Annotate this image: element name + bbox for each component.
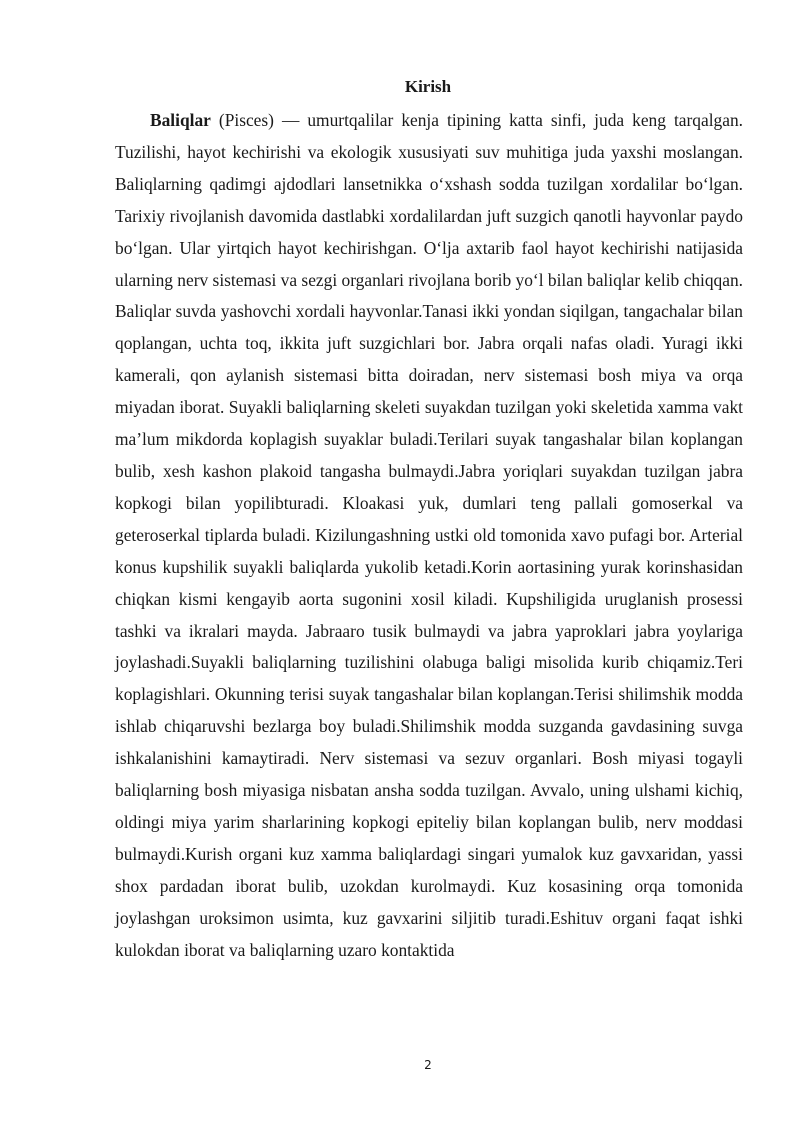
page-number: 2 <box>424 1058 432 1072</box>
lead-term: Baliqlar <box>150 110 211 130</box>
paragraph-text: (Pisces) — umurtqalilar kenja tipining katta sinfi, juda keng tarqalgan. Tuzilishi, hayot kechirishi va ekologik xususiyati suv muhitiga juda yaxshi moslangan. Baliqlarning qadimgi ajdodlari lansetnikka oʻxshash sodda tuzilgan xordalilar boʻlgan. Tarixiy rivojlanish davomida dastlabki xordalilardan juft suzgich qanotli hayvonlar paydo boʻlgan. Ular yirtqich hayot kechirishgan. Oʻlja axtarib faol hayot kechirishi natijasida ularning nerv sistemasi va sezgi organlari rivojlana borib yoʻl bilan baliqlar kelib chiqqan. Baliqlar suvda yashovchi xordali hayvonlar.Tanasi ikki yondan siqilgan, tangachalar bilan qoplangan, uchta toq, ikkita juft suzgichlari bor. Jabra orqali nafas oladi. Yuragi ikki kamerali, qon aylanish sistemasi bitta doiradan, nerv sistemasi bosh miya va orqa miyadan iborat. Suyakli baliqlarning skeleti suyakdan tuzilgan yoki skeletida xamma vakt ma’lum mikdorda koplagish suyaklar buladi.Terilari suyak tangashalar bilan koplangan bulib, xesh kashon plakoid tangasha bulmaydi.Jabra yoriqlari suyakdan tuzilgan jabra kopkogi bilan yopilibturadi. Kloakasi yuk, dumlari teng pallali gomoserkal va geteroserkal tiplarda buladi. Kizilungashning ustki old tomonida xavo pufagi bor. Arterial konus kupshilik suyakli baliqlarda yukolib ketadi.Korin aortasining yurak korinshasidan chiqkan kismi kengayib aorta sugonini xosil kiladi. Kupshiligida uruglanish prosessi tashki va ikralari mayda. Jabraaro tusik bulmaydi va jabra yaproklari jabra yoylariga joylashadi.Suyakli baliqlarning tuzilishini olabuga baligi misolida kurib chiqamiz.Teri koplagishlari. Okunning terisi suyak tangashalar bilan koplangan.Terisi shilimshik modda ishlab chiqaruvshi bezlarga boy buladi.Shilimshik modda suzganda gavdasining suvga ishkalanishini kamaytiradi. Nerv sistemasi va sezuv organlari. Bosh miyasi togayli baliqlarning bosh miyasiga nisbatan ansha sodda tuzilgan. Avvalo, uning ulshami kichiq, oldingi miya yarim sharlarining kopkogi epiteliy bilan koplangan bulib, nerv moddasi bulmaydi.Kurish organi kuz xamma baliqlardagi singari yumalok kuz gavxaridan, yassi shox pardadan iborat bulib, uzokdan kurolmaydi. Kuz kosasining orqa tomonida joylashgan uroksimon usimta, kuz gavxarini siljitib turadi.Eshituv organi faqat ishki kulokdan iborat va baliqlarning uzaro kontaktida <box>115 110 743 960</box>
section-heading: Kirish <box>404 77 452 96</box>
body-paragraph <box>115 105 743 966</box>
